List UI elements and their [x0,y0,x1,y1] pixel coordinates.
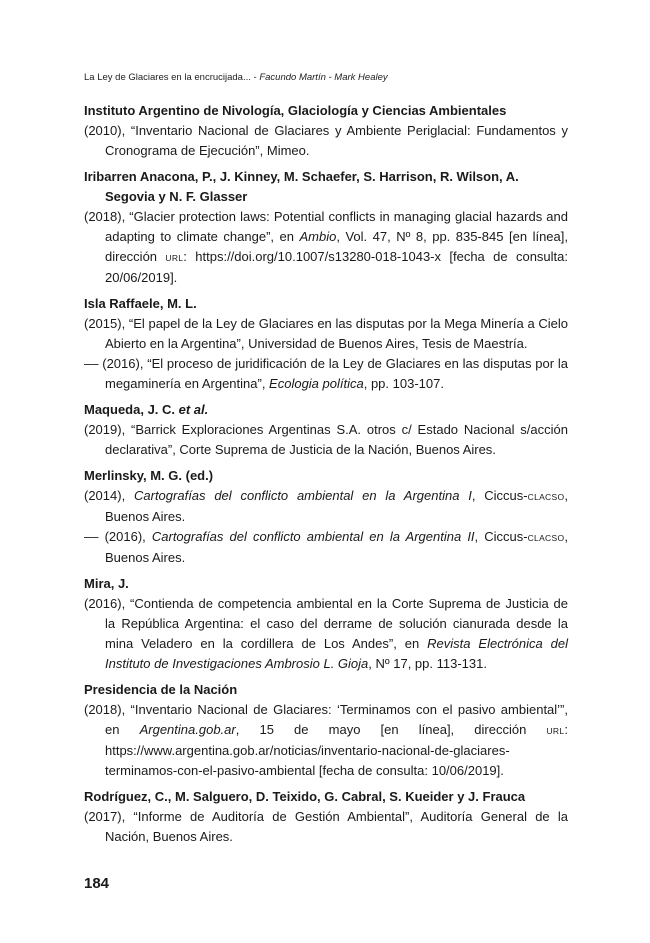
reference-author [84,400,568,420]
reference-author [84,680,568,700]
author-etal: et al. [178,402,209,417]
reference-author [84,466,568,486]
author-name: Isla Raffaele, M. L. [84,296,197,311]
entry-text: (2018), “Inventario Nacional de Glaciares: ‘Terminamos con el pasivo ambiental’”, en [84,702,568,737]
entry-text: –– (2016), “El proceso de juridificación de la Ley de Glaciares en las disputas por la megaminería en Argentina”, [84,356,568,391]
reference-entry [84,354,568,394]
entry-text: (2015), “El papel de la Ley de Glaciares en las disputas por la Mega Minería a Cielo Abierto en la Argentina”, Universidad de Buenos Aires, Tesis de Maestría. [84,316,568,351]
entry-text: (2019), “Barrick Exploraciones Argentinas S.A. otros c/ Estado Nacional s/acción declarativa”, Corte Suprema de Justicia de la Nación, Buenos Aires. [84,422,568,457]
entry-text: (2018), “Glacier protection laws: Potential conflicts in managing glacial hazards and adapting to climate change”, en [84,209,568,244]
entry-text: (2014), [84,488,134,503]
entry-italic: Revista Electrónica del Instituto de Investigaciones Ambrosio L. Gioja [105,636,568,671]
reference-author [84,167,568,207]
reference-author [84,787,568,807]
entry-text: , Ciccus- [471,488,528,503]
entry-italic: Ecologia política [269,376,364,391]
entry-text: , Nº 17, pp. 113-131. [368,656,487,671]
entry-text: –– (2016), [84,529,152,544]
entry-text: , Buenos Aires. [105,529,568,565]
entry-text: , pp. 103-107. [363,376,444,391]
reference-entry [84,420,568,460]
author-name: Instituto Argentino de Nivología, Glaciología y Ciencias Ambientales [84,103,507,118]
entry-italic: Cartografías del conflicto ambiental en la Argentina II [151,529,475,544]
entry-text: (2016), “Contienda de competencia ambiental en la Corte Suprema de Justicia de la República Argentina: el caso del derrame de solución cianurada desde la mina Veladero en la cordillera de Los Andes”, en [84,596,568,651]
author-name: Iribarren Anacona, P., J. Kinney, M. Schaefer, S. Harrison, R. Wilson, A. Segovia y N. F. Glasser [84,169,519,204]
reference-entry [84,486,568,527]
running-head-title: La Ley de Glaciares en la encrucijada... - [84,72,260,83]
entry-smallcaps: URL [546,726,565,736]
reference-entry [84,121,568,161]
entry-text: , Ciccus- [474,529,528,544]
reference-author [84,574,568,594]
entry-text: , 15 de mayo [en línea], dirección [235,722,547,737]
reference-list [84,101,568,847]
entry-text: : https://doi.org/10.1007/s13280-018-1043-x [fecha de consulta: 20/06/2019]. [105,249,568,285]
reference-author [84,101,568,121]
running-head-authors: Facundo Martín - Mark Healey [259,72,388,83]
entry-italic: Ambio [299,229,337,244]
entry-italic: Argentina.gob.ar [139,722,236,737]
entry-text: (2010), “Inventario Nacional de Glaciares y Ambiente Periglacial: Fundamentos y Cronograma de Ejecución”, Mimeo. [84,123,568,158]
author-name: Presidencia de la Nación [84,682,238,697]
reference-author [84,294,568,314]
entry-text: , Buenos Aires. [105,488,569,524]
reference-entry [84,700,568,781]
entry-smallcaps: CLACSO [527,533,565,543]
author-name: Merlinsky, M. G. (ed.) [84,468,214,483]
reference-entry [84,314,568,354]
page-number: 184 [84,875,110,892]
entry-smallcaps: URL [165,253,184,263]
author-name: Mira, J. [84,576,129,591]
reference-entry [84,807,568,847]
reference-entry [84,594,568,674]
author-name: Rodríguez, C., M. Salguero, D. Teixido, G. Cabral, S. Kueider y J. Frauca [84,789,526,804]
reference-entry [84,207,568,288]
entry-text: (2017), “Informe de Auditoría de Gestión Ambiental”, Auditoría General de la Nación, Buenos Aires. [84,809,568,844]
entry-smallcaps: CLACSO [527,492,565,502]
entry-text: : https://www.argentina.gob.ar/noticias/inventario-nacional-de-glaciares-terminamos-con-el-pasivo-ambiental [fecha de consulta: 10/06/2019]. [105,722,568,778]
entry-italic: Cartografías del conflicto ambiental en la Argentina I [134,488,472,503]
entry-text: , Vol. 47, Nº 8, pp. 835-845 [en línea], dirección [105,229,568,264]
reference-entry [84,527,568,568]
running-head [84,72,388,83]
author-name: Maqueda, J. C. [84,402,179,417]
